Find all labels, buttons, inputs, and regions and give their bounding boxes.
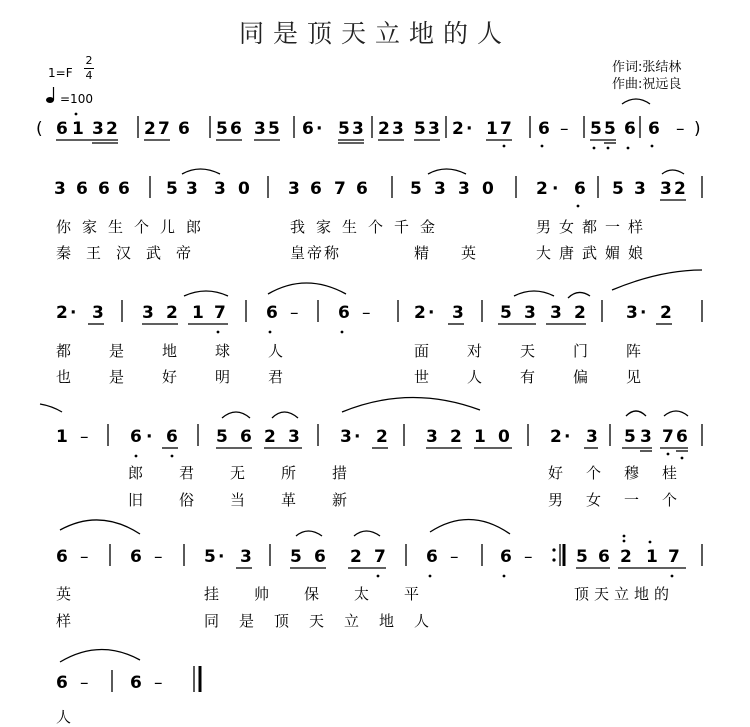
svg-text:3: 3 [428,119,440,139]
svg-text:6: 6 [230,119,242,139]
lyric-phrase: 郎君无所措 [128,464,384,482]
svg-text:–: – [80,547,89,567]
svg-text:3: 3 [626,303,638,323]
svg-text:5: 5 [414,119,426,139]
svg-text:–: – [676,119,685,139]
svg-text:5: 5 [204,547,216,567]
svg-text:1: 1 [474,427,486,447]
svg-text:2: 2 [264,427,276,447]
svg-text:6: 6 [130,547,142,567]
svg-text:–: – [80,673,89,693]
key-signature: 1=F [48,66,73,80]
tempo-marking: =100 [60,92,93,106]
svg-text:6: 6 [648,119,660,139]
svg-text:3: 3 [340,427,352,447]
svg-text:2: 2 [350,547,362,567]
svg-text:3: 3 [524,303,536,323]
svg-text:–: – [290,303,299,323]
svg-text:7: 7 [158,119,170,139]
svg-text:5: 5 [216,427,228,447]
svg-text:3: 3 [92,119,104,139]
svg-text:3: 3 [586,427,598,447]
svg-text:3: 3 [186,179,198,199]
svg-text:3: 3 [640,427,652,447]
svg-text:0: 0 [482,179,494,199]
svg-text:3: 3 [452,303,464,323]
svg-text:6: 6 [676,427,688,447]
svg-text:2: 2 [56,303,68,323]
svg-text:2: 2 [550,427,562,447]
svg-text:6: 6 [240,427,252,447]
svg-text:3: 3 [392,119,404,139]
svg-text:3: 3 [434,179,446,199]
svg-text:2: 2 [414,303,426,323]
lyric-phrase: 顶天立地的 [574,585,675,603]
svg-text:6: 6 [574,179,586,199]
svg-text:·: · [552,179,559,199]
lyric-phrase: 英 [56,585,72,603]
composer-credit: 作曲:祝远良 [612,77,682,92]
svg-text:5: 5 [612,179,624,199]
svg-text:1: 1 [56,427,68,447]
svg-text:6: 6 [302,119,314,139]
svg-text:3: 3 [92,303,104,323]
svg-text:2: 2 [378,119,390,139]
lyric-phrase: 挂帅保太平 [204,585,455,603]
svg-text:3: 3 [288,179,300,199]
lyric-phrase: 我家生个千金 [290,218,447,236]
lyric-phrase: 旧俗当革新 [128,491,384,509]
svg-text:6: 6 [624,119,636,139]
svg-text:): ) [694,119,701,139]
svg-text:–: – [524,547,533,567]
svg-text:6: 6 [56,673,68,693]
lyric-phrase: 好个穆桂 [548,464,701,482]
svg-text:6: 6 [76,179,88,199]
svg-text:5: 5 [604,119,616,139]
svg-text:6: 6 [266,303,278,323]
svg-text:1: 1 [72,119,84,139]
svg-text:6: 6 [130,673,142,693]
svg-text:6: 6 [166,427,178,447]
svg-text:·: · [564,427,571,447]
lyric-phrase: 样 [56,612,72,630]
svg-text:1: 1 [646,547,658,567]
lyric-phrase: 男女一个 [548,491,701,509]
svg-text:2: 2 [660,303,672,323]
svg-text:–: – [154,547,163,567]
svg-text:2: 2 [376,427,388,447]
lyric-phrase: 秦王汉武帝 [56,244,207,262]
svg-text:2: 2 [674,179,686,199]
svg-text:6: 6 [310,179,322,199]
svg-text:6: 6 [56,119,68,139]
svg-text:·: · [70,303,77,323]
svg-text:7: 7 [334,179,346,199]
svg-text:5: 5 [166,179,178,199]
svg-text:3: 3 [458,179,470,199]
svg-text:·: · [640,303,647,323]
svg-text:3: 3 [54,179,66,199]
svg-text:6: 6 [356,179,368,199]
svg-text:·: · [146,427,153,447]
svg-text:·: · [316,119,323,139]
svg-text:6: 6 [314,547,326,567]
lyric-phrase: 人 [56,708,72,726]
svg-text:5: 5 [576,547,588,567]
lyric-phrase: 同是顶天立地人 [204,612,450,630]
staff-1-notation [0,0,1,1]
svg-text:1: 1 [192,303,204,323]
svg-text:3: 3 [550,303,562,323]
time-signature-bottom: 4 [85,69,93,82]
svg-text:5: 5 [500,303,512,323]
svg-text:5: 5 [338,119,350,139]
lyric-phrase: 也是好明君 [56,368,322,386]
svg-text:3: 3 [634,179,646,199]
lyric-phrase: 大唐武媚娘 [536,244,652,262]
svg-text:7: 7 [500,119,512,139]
svg-text:3: 3 [142,303,154,323]
svg-text:2: 2 [166,303,178,323]
svg-text:0: 0 [238,179,250,199]
svg-text:0: 0 [498,427,510,447]
svg-text:5: 5 [290,547,302,567]
svg-text:2: 2 [536,179,548,199]
svg-text:6: 6 [338,303,350,323]
svg-text:2: 2 [106,119,118,139]
svg-text:2: 2 [144,119,156,139]
svg-text:2: 2 [574,303,586,323]
time-signature-top: 2 [85,54,93,67]
svg-text:–: – [154,673,163,693]
lyric-phrase: 精英 [414,244,509,262]
lyric-phrase: 男女都一样 [536,218,652,236]
svg-text:7: 7 [668,547,680,567]
svg-text:2: 2 [452,119,464,139]
svg-text:6: 6 [130,427,142,447]
svg-text:–: – [362,303,371,323]
svg-text:6: 6 [538,119,550,139]
svg-text:(: ( [36,119,43,139]
svg-text:5: 5 [410,179,422,199]
svg-text:·: · [354,427,361,447]
svg-text:6: 6 [598,547,610,567]
lyric-phrase: 都是地球人 [56,342,322,360]
lyric-phrase: 世人有偏见 [414,368,680,386]
svg-text:2: 2 [450,427,462,447]
svg-text:3: 3 [426,427,438,447]
svg-text:3: 3 [254,119,266,139]
svg-text:5: 5 [216,119,228,139]
svg-text:3: 3 [660,179,672,199]
lyric-phrase: 皇帝称 [290,244,342,262]
svg-text:3: 3 [214,179,226,199]
svg-text:6: 6 [426,547,438,567]
svg-text:–: – [450,547,459,567]
svg-text:3: 3 [288,427,300,447]
svg-text:6: 6 [56,547,68,567]
svg-text:–: – [560,119,569,139]
svg-text:1: 1 [486,119,498,139]
svg-text:·: · [466,119,473,139]
svg-text:3: 3 [240,547,252,567]
svg-text:6: 6 [98,179,110,199]
svg-text:7: 7 [214,303,226,323]
svg-text:6: 6 [118,179,130,199]
svg-text:·: · [218,547,225,567]
song-title: 同是顶天立地的人 [238,19,511,48]
svg-text:5: 5 [268,119,280,139]
svg-text:6: 6 [178,119,190,139]
svg-text:2: 2 [620,547,632,567]
svg-text:6: 6 [500,547,512,567]
svg-text:3: 3 [352,119,364,139]
svg-text:·: · [428,303,435,323]
lyric-phrase: 你家生个儿郎 [56,218,213,236]
lyricist-credit: 作词:张结林 [612,60,682,75]
svg-text:5: 5 [590,119,602,139]
svg-text:5: 5 [624,427,636,447]
lyric-phrase: 面对天门阵 [414,342,680,360]
svg-text:7: 7 [374,547,386,567]
svg-text:–: – [80,427,89,447]
svg-text:7: 7 [662,427,674,447]
